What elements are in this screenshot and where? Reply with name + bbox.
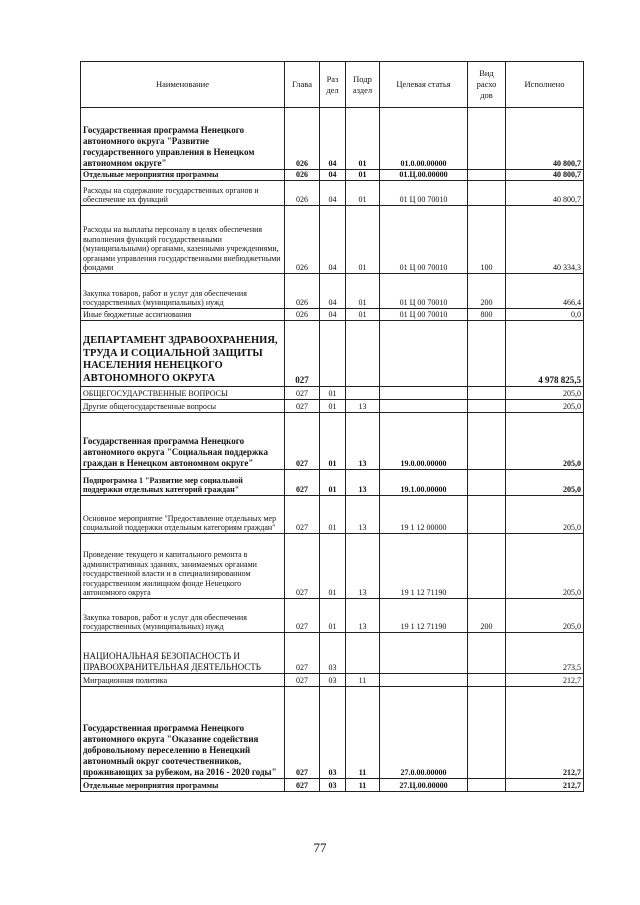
table-row [81, 496, 584, 534]
table-row [81, 181, 584, 206]
cell-glava: 027 [285, 779, 320, 792]
cell-podrazdel: 13 [346, 413, 380, 470]
cell-target: 19 1 12 71190 [380, 534, 468, 599]
cell-vid [468, 779, 506, 792]
cell-vid [468, 534, 506, 599]
cell-razdel: 03 [320, 687, 346, 779]
cell-amount: 0,0 [506, 309, 584, 321]
cell-razdel: 01 [320, 387, 346, 400]
cell-name: Отдельные мероприятия программы [81, 779, 285, 792]
table-row [81, 400, 584, 413]
cell-razdel: 01 [320, 599, 346, 633]
cell-podrazdel: 01 [346, 181, 380, 206]
cell-target: 01 Ц 00 70010 [380, 274, 468, 309]
cell-target: 19 1 12 71190 [380, 599, 468, 633]
cell-glava: 027 [285, 387, 320, 400]
cell-glava: 027 [285, 674, 320, 687]
cell-podrazdel: 11 [346, 674, 380, 687]
cell-target: 27.Ц.00.00000 [380, 779, 468, 792]
cell-target [380, 400, 468, 413]
cell-glava: 026 [285, 206, 320, 274]
cell-vid [468, 470, 506, 496]
cell-podrazdel: 13 [346, 400, 380, 413]
col-header-vid: Вид расхо дов [468, 62, 506, 108]
table-row [81, 534, 584, 599]
cell-name: НАЦИОНАЛЬНАЯ БЕЗОПАСНОСТЬ И ПРАВООХРАНИТЕЛЬНАЯ ДЕЯТЕЛЬНОСТЬ [81, 633, 285, 674]
cell-podrazdel: 13 [346, 599, 380, 633]
cell-amount: 212,7 [506, 779, 584, 792]
cell-podrazdel [346, 321, 380, 387]
cell-name: Проведение текущего и капитального ремонта в административных зданиях, занимаемых органами государственной власти и в специализированном государственном жилищном фонде Ненецкого автономного округа [81, 534, 285, 599]
cell-razdel: 04 [320, 181, 346, 206]
table-row [81, 108, 584, 170]
cell-glava: 027 [285, 534, 320, 599]
cell-amount: 205,0 [506, 400, 584, 413]
cell-podrazdel [346, 387, 380, 400]
cell-name: Миграционная политика [81, 674, 285, 687]
cell-amount: 205,0 [506, 470, 584, 496]
cell-vid: 200 [468, 599, 506, 633]
cell-name: Расходы на содержание государственных органов и обеспечение их функций [81, 181, 285, 206]
cell-target: 01 Ц 00 70010 [380, 181, 468, 206]
cell-glava: 026 [285, 309, 320, 321]
cell-name: ДЕПАРТАМЕНТ ЗДРАВООХРАНЕНИЯ, ТРУДА И СОЦИАЛЬНОЙ ЗАЩИТЫ НАСЕЛЕНИЯ НЕНЕЦКОГО АВТОНОМНОГО ОКРУГА [81, 321, 285, 387]
cell-glava: 027 [285, 400, 320, 413]
table-row [81, 309, 584, 321]
cell-razdel: 01 [320, 400, 346, 413]
table-row [81, 387, 584, 400]
cell-name: Иные бюджетные ассигнования [81, 309, 285, 321]
cell-target [380, 387, 468, 400]
table-row [81, 674, 584, 687]
cell-razdel: 04 [320, 170, 346, 181]
cell-vid [468, 387, 506, 400]
cell-glava: 027 [285, 496, 320, 534]
cell-podrazdel: 13 [346, 534, 380, 599]
cell-vid [468, 181, 506, 206]
page-number: 77 [313, 840, 327, 855]
cell-name: ОБЩЕГОСУДАРСТВЕННЫЕ ВОПРОСЫ [81, 387, 285, 400]
cell-razdel: 01 [320, 496, 346, 534]
cell-name: Расходы на выплаты персоналу в целях обеспечения выполнения функций государственными (муниципальными) органами, казенными учреждениями, органами управления государственными внебюджетными фондами [81, 206, 285, 274]
cell-target [380, 633, 468, 674]
col-header-executed: Исполнено [506, 62, 584, 108]
cell-amount: 212,7 [506, 687, 584, 779]
header-row [81, 62, 584, 108]
cell-glava: 026 [285, 181, 320, 206]
cell-amount: 40 800,7 [506, 181, 584, 206]
cell-target [380, 674, 468, 687]
cell-glava: 027 [285, 687, 320, 779]
cell-amount: 205,0 [506, 387, 584, 400]
cell-podrazdel: 11 [346, 687, 380, 779]
cell-amount: 466,4 [506, 274, 584, 309]
cell-glava: 027 [285, 599, 320, 633]
table-row [81, 170, 584, 181]
cell-podrazdel: 01 [346, 108, 380, 170]
cell-name: Отдельные мероприятия программы [81, 170, 285, 181]
cell-amount: 40 334,3 [506, 206, 584, 274]
cell-vid [468, 321, 506, 387]
cell-glava: 027 [285, 633, 320, 674]
cell-amount: 40 800,7 [506, 170, 584, 181]
cell-target: 19 1 12 00000 [380, 496, 468, 534]
table-row [81, 599, 584, 633]
col-header-razdel: Раз дел [320, 62, 346, 108]
cell-razdel: 04 [320, 206, 346, 274]
cell-vid: 800 [468, 309, 506, 321]
cell-razdel: 04 [320, 108, 346, 170]
cell-name: Закупка товаров, работ и услуг для обеспечения государственных (муниципальных) нужд [81, 599, 285, 633]
cell-amount: 205,0 [506, 534, 584, 599]
cell-razdel [320, 321, 346, 387]
cell-vid [468, 496, 506, 534]
cell-amount: 205,0 [506, 413, 584, 470]
cell-target: 01 Ц 00 70010 [380, 309, 468, 321]
cell-glava: 027 [285, 470, 320, 496]
cell-podrazdel: 01 [346, 309, 380, 321]
cell-vid: 200 [468, 274, 506, 309]
cell-amount: 205,0 [506, 496, 584, 534]
table-row [81, 321, 584, 387]
cell-podrazdel: 13 [346, 496, 380, 534]
cell-amount: 212,7 [506, 674, 584, 687]
cell-razdel: 04 [320, 309, 346, 321]
cell-razdel: 01 [320, 470, 346, 496]
cell-vid [468, 400, 506, 413]
cell-podrazdel: 01 [346, 206, 380, 274]
col-header-glava: Глава [285, 62, 320, 108]
cell-name: Государственная программа Ненецкого автономного округа "Оказание содействия добровольному переселению в Ненецкий автономный округ соотечественников, проживающих за рубежом, на 2016 - 2020 годы" [81, 687, 285, 779]
cell-target: 19.0.00.00000 [380, 413, 468, 470]
cell-name: Закупка товаров, работ и услуг для обеспечения государственных (муниципальных) нужд [81, 274, 285, 309]
cell-name: Подпрограмма 1 "Развитие мер социальной поддержки отдельных категорий граждан" [81, 470, 285, 496]
cell-name: Государственная программа Ненецкого автономного округа "Развитие государственного управления в Ненецком автономном округе" [81, 108, 285, 170]
cell-glava: 026 [285, 170, 320, 181]
table-row [81, 779, 584, 792]
table-row [81, 633, 584, 674]
cell-podrazdel [346, 633, 380, 674]
cell-name: Государственная программа Ненецкого автономного округа "Социальная поддержка граждан в Ненецком автономном округе" [81, 413, 285, 470]
cell-amount: 273,5 [506, 633, 584, 674]
cell-vid [468, 170, 506, 181]
cell-glava: 027 [285, 321, 320, 387]
cell-amount: 40 800,7 [506, 108, 584, 170]
cell-razdel: 01 [320, 413, 346, 470]
cell-target: 19.1.00.00000 [380, 470, 468, 496]
cell-vid [468, 108, 506, 170]
budget-table [80, 61, 584, 792]
cell-amount: 205,0 [506, 599, 584, 633]
cell-glava: 027 [285, 413, 320, 470]
cell-vid [468, 674, 506, 687]
col-header-podrazdel: Подр аздел [346, 62, 380, 108]
col-header-name: Наименование [81, 62, 285, 108]
cell-podrazdel: 13 [346, 470, 380, 496]
cell-razdel: 03 [320, 779, 346, 792]
cell-podrazdel: 11 [346, 779, 380, 792]
table-row [81, 470, 584, 496]
cell-target [380, 321, 468, 387]
cell-name: Основное мероприятие "Предоставление отдельных мер социальной поддержки отдельным категориям граждан" [81, 496, 285, 534]
cell-podrazdel: 01 [346, 170, 380, 181]
cell-target: 01 Ц 00 70010 [380, 206, 468, 274]
cell-glava: 026 [285, 108, 320, 170]
table-row [81, 413, 584, 470]
cell-vid [468, 687, 506, 779]
cell-name: Другие общегосударственные вопросы [81, 400, 285, 413]
cell-vid [468, 633, 506, 674]
table-row [81, 206, 584, 274]
cell-vid: 100 [468, 206, 506, 274]
cell-podrazdel: 01 [346, 274, 380, 309]
cell-vid [468, 413, 506, 470]
cell-razdel: 04 [320, 274, 346, 309]
cell-target: 01.Ц.00.00000 [380, 170, 468, 181]
col-header-target: Целевая статья [380, 62, 468, 108]
cell-amount: 4 978 825,5 [506, 321, 584, 387]
cell-razdel: 01 [320, 534, 346, 599]
cell-target: 01.0.00.00000 [380, 108, 468, 170]
cell-razdel: 03 [320, 674, 346, 687]
table-row [81, 274, 584, 309]
table-row [81, 687, 584, 779]
cell-razdel: 03 [320, 633, 346, 674]
cell-target: 27.0.00.00000 [380, 687, 468, 779]
cell-glava: 026 [285, 274, 320, 309]
